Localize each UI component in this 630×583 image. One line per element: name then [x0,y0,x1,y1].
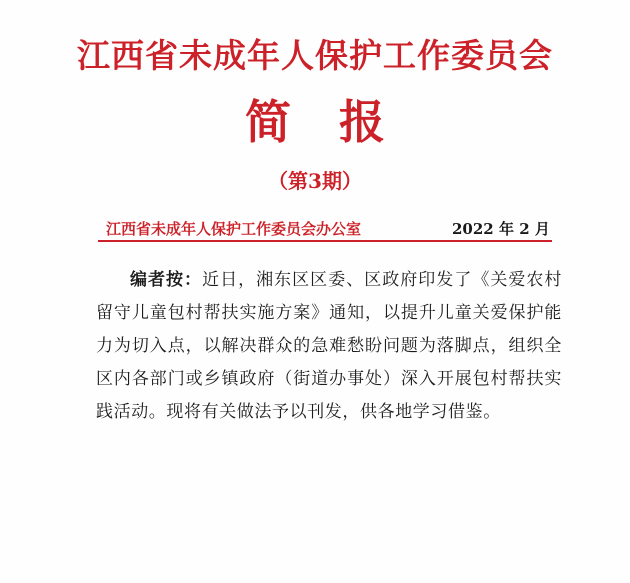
bulletin-title: 简报 [245,95,433,149]
organization-title: 江西省未成年人保护工作委员会 [77,36,553,75]
editor-note [96,264,562,429]
issue-date: 2022 年 2 月 [452,220,550,238]
issue-number: （第3期） [268,169,362,193]
editor-note-text: 近日，湘东区区委、区政府印发了《关爱农村留守儿童包村帮扶实施方案》通知，以提升儿童关爱保护能力为切入点，以解决群众的急难愁盼问题为落脚点，组织全区内各部门或乡镇政府（街道办事处）深入开展包村帮扶实践活动。现将有关做法予以刊发，供各地学习借鉴。 [96,270,563,422]
issuing-office: 江西省未成年人保护工作委员会办公室 [106,220,362,238]
red-divider [98,240,552,242]
editor-note-label: 编者按： [130,270,203,290]
